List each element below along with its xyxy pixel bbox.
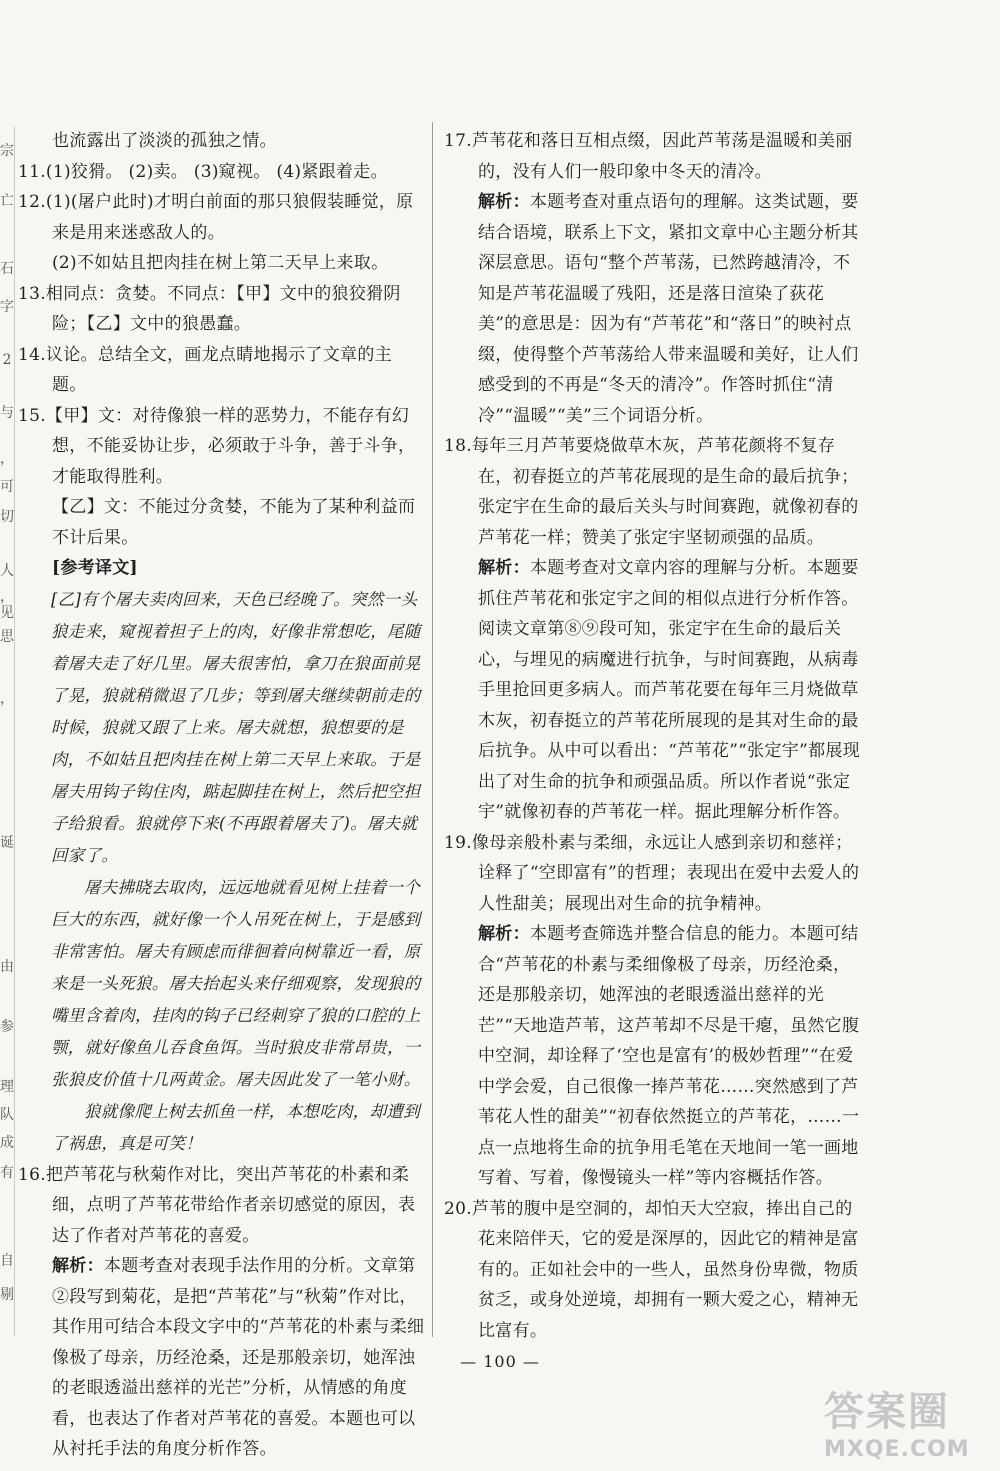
edge-glyph: 由 [0, 959, 14, 975]
translation-paragraph-3: 狼就像爬上树去抓鱼一样，本想吃肉，却遭到了祸患，真是可笑！ [51, 1101, 420, 1153]
edge-glyph: 剔 [0, 1287, 14, 1303]
edge-glyph: 诞 [0, 835, 14, 851]
answer-15-yi: 【乙】文：不能过分贪婪，不能为了某种利益而不计后果。 [52, 497, 416, 548]
left-column [18, 126, 426, 1465]
answer-19: 19.像母亲般朴素与柔细，永远让人感到亲切和慈祥；诠释了“空即富有”的哲理；表现出在爱中去爱人的人性甜美；展现出对生命的抗争精神。 [444, 832, 860, 914]
edge-glyph: 2 [2, 352, 12, 368]
edge-glyph: 石 [0, 261, 14, 277]
watermark-text: 答案圈 [824, 1389, 950, 1435]
analysis-label: 解析： [478, 558, 530, 578]
answer-16: 16.把芦苇花与秋菊作对比，突出芦苇花的朴素和柔细，点明了芦苇花带给作者亲切感觉的原因，表达了作者对芦苇花的喜爱。 [18, 1164, 416, 1246]
answer-20: 20.芦苇的腹中是空洞的，却怕天大空寂，捧出自己的花来陪伴天，它的爱是深厚的，因此它的精神是富有的。正如社会中的一些人，虽然身份卑微，物质贫乏，或身处逆境，却拥有一颗大爱之心，精神无比富有。 [444, 1198, 859, 1341]
edge-glyph: ， [0, 451, 14, 467]
edge-glyph: 宗 [0, 143, 14, 159]
edge-glyph: ， [0, 589, 14, 605]
edge-glyph: 成 [0, 1135, 14, 1151]
edge-glyph: 有 [0, 1165, 14, 1181]
analysis-16: 本题考查对表现手法作用的分析。文章第②段写到菊花，是把“芦苇花”与“秋菊”作对比，其作用可结合本段文字中的“芦苇花的朴素与柔细像极了母亲，历经沧桑，还是那般亲切，她浑浊的老眼透溢出慈祥的光芒”分析，从情感的角度看，也表达了作者对芦苇花的喜爱。本题也可以从衬托手法的角度分析作答。 [52, 1256, 425, 1459]
edge-glyph: 字 [0, 299, 14, 315]
page-number: — 100 — [460, 1352, 540, 1371]
translation-paragraph-2: 屠夫拂晓去取肉，远远地就看见树上挂着一个巨大的东西，就好像一个人吊死在树上，于是感到非常害怕。屠夫有顾虑而徘徊着向树靠近一看，原来是一头死狼。屠夫抬起头来仔细观察，发现狼的嘴里含着肉，挂肉的钩子已经刺穿了狼的口腔的上颚，就好像鱼儿吞食鱼饵。当时狼皮非常昂贵，一张狼皮价值十几两黄金。屠夫因此发了一笔小财。 [51, 877, 421, 1089]
left-edge-gutter [0, 126, 15, 1336]
column-divider [432, 122, 433, 1337]
analysis-label: 解析： [478, 924, 530, 944]
answer-12-2: (2)不如姑且把肉挂在树上第二天早上来取。 [52, 253, 389, 273]
edge-glyph: 切 [0, 509, 14, 525]
answer-11: 11.(1)狡猾。 (2)卖。 (3)窥视。 (4)紧跟着走。 [18, 161, 388, 182]
translation-paragraph-1: [乙]有个屠夫卖肉回来，天色已经晚了。突然一头狼走来，窥视着担子上的肉，好像非常想吃，尾随着屠夫走了好几里。屠夫很害怕，拿刀在狼面前晃了晃，狼就稍微退了几步；等到屠夫继续朝前走的时候，狼就又跟了上来。屠夫就想，狼想要的是肉，不如姑且把肉挂在树上第二天早上来取。于是屠夫用钩子钩住肉，踮起脚挂在树上，然后把空担子给狼看。狼就停下来(不再跟着屠夫了)。屠夫就回家了。 [51, 589, 421, 865]
edge-glyph: ， [0, 691, 14, 707]
answer-12-1: 12.(1)(屠户此时)才明白前面的那只狼假装睡觉，原来是用来迷惑敌人的。 [18, 192, 414, 243]
edge-glyph: 见 [0, 605, 14, 621]
analysis-17: 本题考查对重点语句的理解。这类试题，要结合语境，联系上下文，紧扣文章中心主题分析其深层意思。语句“整个芦苇荡，已然跨越清冷，不知是芦苇花温暖了残阳，还是落日渲染了荻花美”的意思是：因为有“芦苇花”和“落日”的映衬点缀，使得整个芦苇荡给人带来温暖和美好，让人们感受到的不再是“冬天的清冷”。作答时抓住“清冷”“温暖”“美”三个词语分析。 [478, 192, 859, 426]
analysis-label: 解析： [478, 192, 530, 212]
edge-glyph: 人 [0, 563, 14, 579]
answer-13: 13.相同点：贪婪。不同点：【甲】文中的狼狡猾阴险；【乙】文中的狼愚蠢。 [18, 283, 401, 334]
edge-glyph: 理 [0, 1079, 14, 1095]
edge-glyph: 自 [0, 1253, 14, 1269]
answer-18: 18.每年三月芦苇要烧做草木灰，芦苇花颜将不复存在，初春挺立的芦苇花展现的是生命的最后抗争；张定宇在生命的最后关头与时间赛跑，就像初春的芦苇花一样；赞美了张定宇坚韧顽强的品质。 [444, 436, 859, 548]
answer-15-jia: 15.【甲】文：对待像狼一样的恶势力，不能存有幻想，不能妥协让步，必须敢于斗争，善于斗争，才能取得胜利。 [18, 405, 416, 487]
answer-line: 也流露出了淡淡的孤独之情。 [52, 131, 277, 151]
answer-17: 17.芦苇花和落日互相点缀，因此芦苇荡是温暖和美丽的，没有人们一般印象中冬天的清冷。 [444, 131, 853, 182]
analysis-label: 解析： [52, 1256, 104, 1276]
analysis-19: 本题考查筛选并整合信息的能力。本题可结合“芦苇花的朴素与柔细像极了母亲，历经沧桑，还是那般亲切，她浑浊的老眼透溢出慈祥的光芒”“天地造芦苇，这芦苇却不尽是干瘪，虽然它腹中空洞，却诠释了‘空也是富有’的极妙哲理”“在爱中学会爱，自己很像一捧芦苇花……突然感到了芦苇花人性的甜美”“初春依然挺立的芦苇花，……一点一点地将生命的抗争用毛笔在天地间一笔一画地写着、写着，像慢镜头一样”等内容概括作答。 [478, 924, 860, 1188]
analysis-18: 本题考查对文章内容的理解与分析。本题要抓住芦苇花和张定宇之间的相似点进行分析作答。阅读文章第⑧⑨段可知，张定宇在生命的最后关心，与埋见的病魔进行抗争，与时间赛跑，从病毒手里抢回更多病人。而芦苇花要在每年三月烧做草木灰，初春挺立的芦苇花所展现的是其对生命的最后抗争。从中可以看出：“芦苇花”“张定宇”都展现出了对生命的抗争和顽强品质。所以作者说“张定宇”就像初春的芦苇花一样。据此理解分析作答。 [478, 558, 860, 822]
answer-14: 14.议论。总结全文，画龙点睛地揭示了文章的主题。 [18, 344, 392, 395]
watermark-url: MXQE.COM [824, 1437, 970, 1462]
edge-glyph: 思 [0, 629, 14, 645]
reference-translation-heading: [参考译文] [52, 558, 138, 578]
edge-glyph: 队 [0, 1107, 14, 1123]
right-column [444, 126, 864, 1346]
edge-glyph: 亡 [0, 193, 14, 209]
edge-glyph: 可 [0, 479, 14, 495]
edge-glyph: 参 [0, 1019, 14, 1035]
watermark-logo [824, 1380, 974, 1460]
edge-glyph: 与 [0, 405, 14, 421]
